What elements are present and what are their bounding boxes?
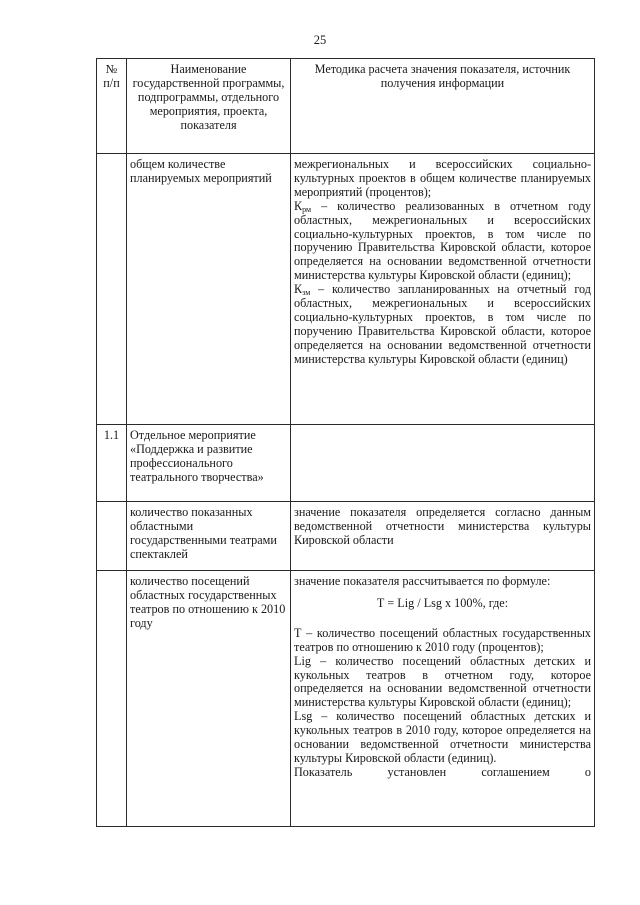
row-number	[97, 502, 127, 571]
indicator-method	[291, 425, 595, 502]
method-text: – количество реализованных в отчетном году областных, межрегиональных и всероссийских социально-культурных проектов, в том числе по поручению Правительства Кировской области, которое определяется на основании ведомственной отчетности министерства культуры Кировской области (единиц);	[294, 198, 591, 283]
method-paragraph-tail: Показатель установлен соглашением о	[294, 764, 591, 779]
method-text: – количество запланированных на отчетный год областных, межрегиональных и всероссийских социально-культурных проектов, в том числе по поручению Правительства Кировской области, которое определяется на основании ведомственной отчетности министерства культуры Кировской области (единиц)	[294, 282, 591, 366]
table-row	[97, 425, 595, 502]
method-paragraph-kzm	[294, 283, 591, 366]
header-method: Методика расчета значения показателя, источник получения информации	[291, 59, 595, 154]
indicator-table	[96, 58, 595, 827]
indicator-method	[291, 502, 595, 571]
table-row	[97, 571, 595, 827]
method-intro: значение показателя рассчитывается по формуле:	[294, 574, 551, 588]
indicator-name: общем количестве планируемых мероприятий	[127, 154, 291, 425]
method-paragraph-lsg: Lsg – количество посещений областных детских и кукольных театров в 2010 году, которое определяется на основании ведомственной отчетности министерства культуры Кировской области (единиц).	[294, 709, 591, 765]
row-number	[97, 154, 127, 425]
method-paragraph-lig: Lig – количество посещений областных детских и кукольных театров в отчетном году, которое определяется на основании ведомственной отчетности министерства культуры Кировской области (единиц);	[294, 653, 591, 710]
header-number: № п/п	[97, 59, 127, 154]
page-number: 25	[313, 33, 327, 47]
header-name: Наименование государственной программы, подпрограммы, отдельного мероприятия, проекта, показателя	[127, 59, 291, 154]
table-header-row	[97, 59, 595, 154]
variable-letter: К	[294, 198, 303, 213]
indicator-method	[291, 154, 595, 425]
table-row	[97, 154, 595, 425]
row-number	[97, 571, 127, 827]
variable-subscript: зм	[302, 288, 311, 298]
method-paragraph: значение показателя определяется согласно данным ведомственной отчетности министерства культуры Кировской области	[294, 505, 591, 547]
activity-name: Отдельное мероприятие «Поддержка и развитие профессионального театрального творчества»	[127, 425, 291, 502]
method-paragraph-krm	[294, 200, 591, 283]
method-paragraph: межрегиональных и всероссийских социально-культурных проектов в общем количестве планируемых мероприятий (процентов);	[294, 157, 591, 199]
method-paragraph-t: Т – количество посещений областных государственных театров по отношению к 2010 году (процентов);	[294, 625, 591, 654]
variable-letter: К	[294, 282, 303, 297]
indicator-method	[291, 571, 595, 827]
row-number: 1.1	[97, 425, 127, 502]
indicator-name: количество показанных областными государственными театрами спектаклей	[127, 502, 291, 571]
indicator-name: количество посещений областных государственных театров по отношению к 2010 году	[127, 571, 291, 827]
variable-subscript: рм	[302, 204, 312, 214]
table-row	[97, 502, 595, 571]
formula: Т = Lig / Lsg х 100%, где:	[376, 595, 509, 610]
